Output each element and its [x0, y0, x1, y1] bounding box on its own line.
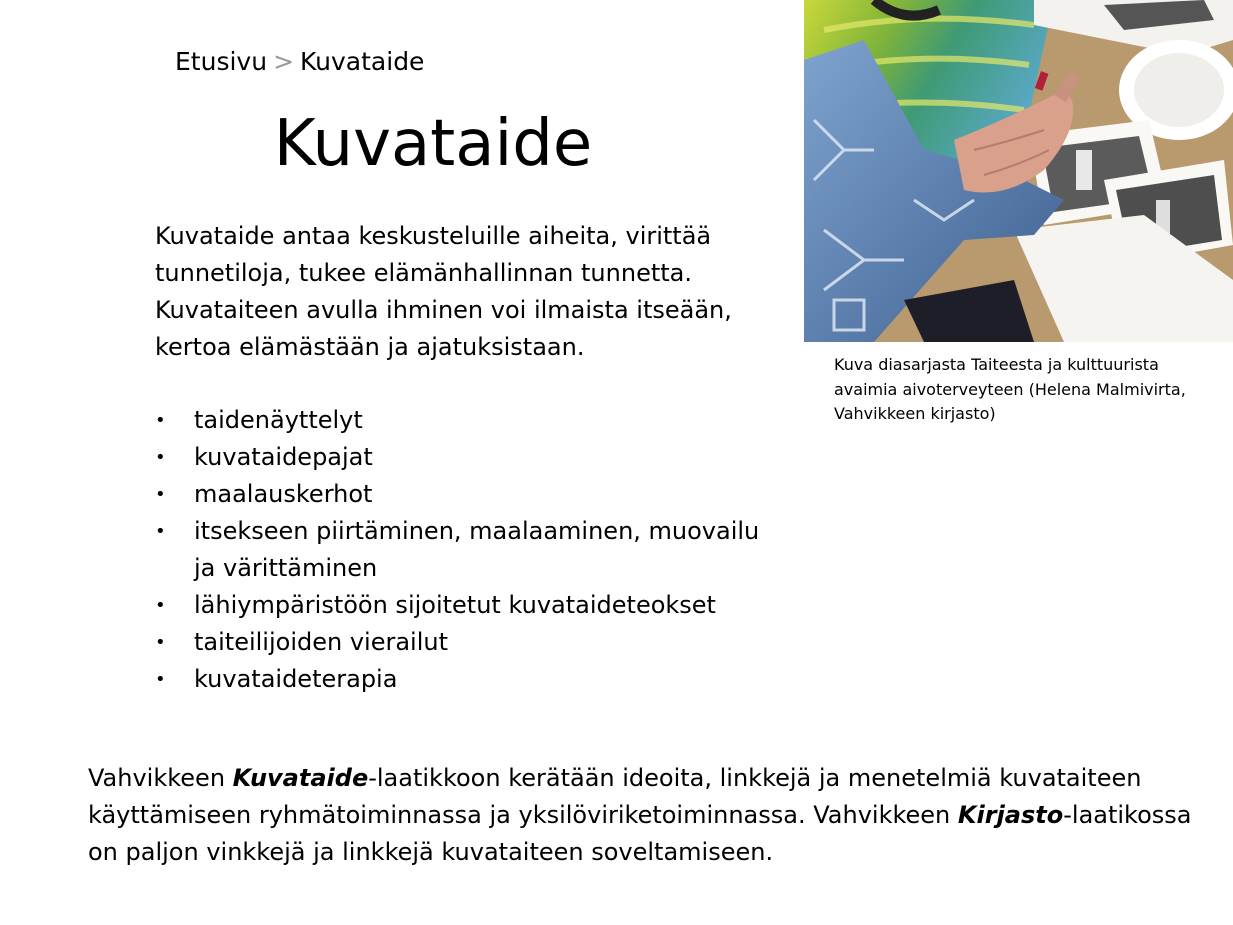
list-item [155, 587, 775, 624]
activity-list [155, 402, 775, 698]
list-item-text: kuvataideterapia [194, 665, 398, 693]
page-title: Kuvataide [273, 107, 593, 181]
list-item-text: taiteilijoiden vierailut [194, 628, 448, 656]
list-item-text: taidenäyttelyt [194, 406, 363, 434]
intro-paragraph: Kuvataide antaa keskusteluille aiheita, virittää tunnetiloja, tukee elämänhallinnan tunnetta. Kuvataiteen avulla ihminen voi ilmaista itseään, kertoa elämästään ja ajatuksistaan. [155, 222, 732, 361]
breadcrumb-separator: > [273, 47, 295, 76]
kuvataide-box-link[interactable]: Kuvataide [232, 764, 369, 792]
footer-text: Vahvikkeen [88, 764, 233, 792]
caption-line: avaimia aivoterveyteen (Helena Malmivirta, [834, 379, 1186, 399]
footer-text: -laatikossa on paljon vinkkejä ja linkkejä kuvataiteen soveltamiseen. [88, 801, 1192, 866]
list-item [155, 513, 775, 587]
breadcrumb [175, 44, 424, 80]
image-caption [834, 353, 1224, 427]
caption-line: Kuva diasarjasta Taiteesta ja kulttuurista [834, 355, 1159, 374]
caption-line: Vahvikkeen kirjasto) [834, 404, 996, 423]
list-item [155, 402, 775, 439]
list-item [155, 661, 775, 698]
breadcrumb-home-link[interactable]: Etusivu [175, 47, 268, 76]
footer-paragraph [88, 760, 1208, 871]
bullet-icon: • [155, 595, 166, 616]
list-item [155, 476, 775, 513]
list-item-text: kuvataidepajat [194, 443, 373, 471]
list-item-text: lähiympäristöön sijoitetut kuvataideteokset [194, 591, 716, 619]
bullet-icon: • [155, 410, 166, 431]
bullet-icon: • [155, 632, 166, 653]
list-item-text: maalauskerhot [194, 480, 373, 508]
breadcrumb-current: Kuvataide [300, 47, 425, 76]
painting-photo [804, 0, 1233, 342]
list-item [155, 439, 775, 476]
bullet-icon: • [155, 521, 166, 542]
bullet-icon: • [155, 669, 166, 690]
bullet-icon: • [155, 484, 166, 505]
list-item [155, 624, 775, 661]
bullet-icon: • [155, 447, 166, 468]
kirjasto-box-link[interactable]: Kirjasto [957, 801, 1064, 829]
list-item-text: itsekseen piirtäminen, maalaaminen, muovailu ja värittäminen [194, 517, 760, 582]
footer-text: -laatikkoon kerätään ideoita, linkkejä ja menetelmiä kuvataiteen käyttämiseen ryhmätoiminnassa ja yksilöviriketoiminnassa. Vahvikkeen [88, 764, 1142, 829]
